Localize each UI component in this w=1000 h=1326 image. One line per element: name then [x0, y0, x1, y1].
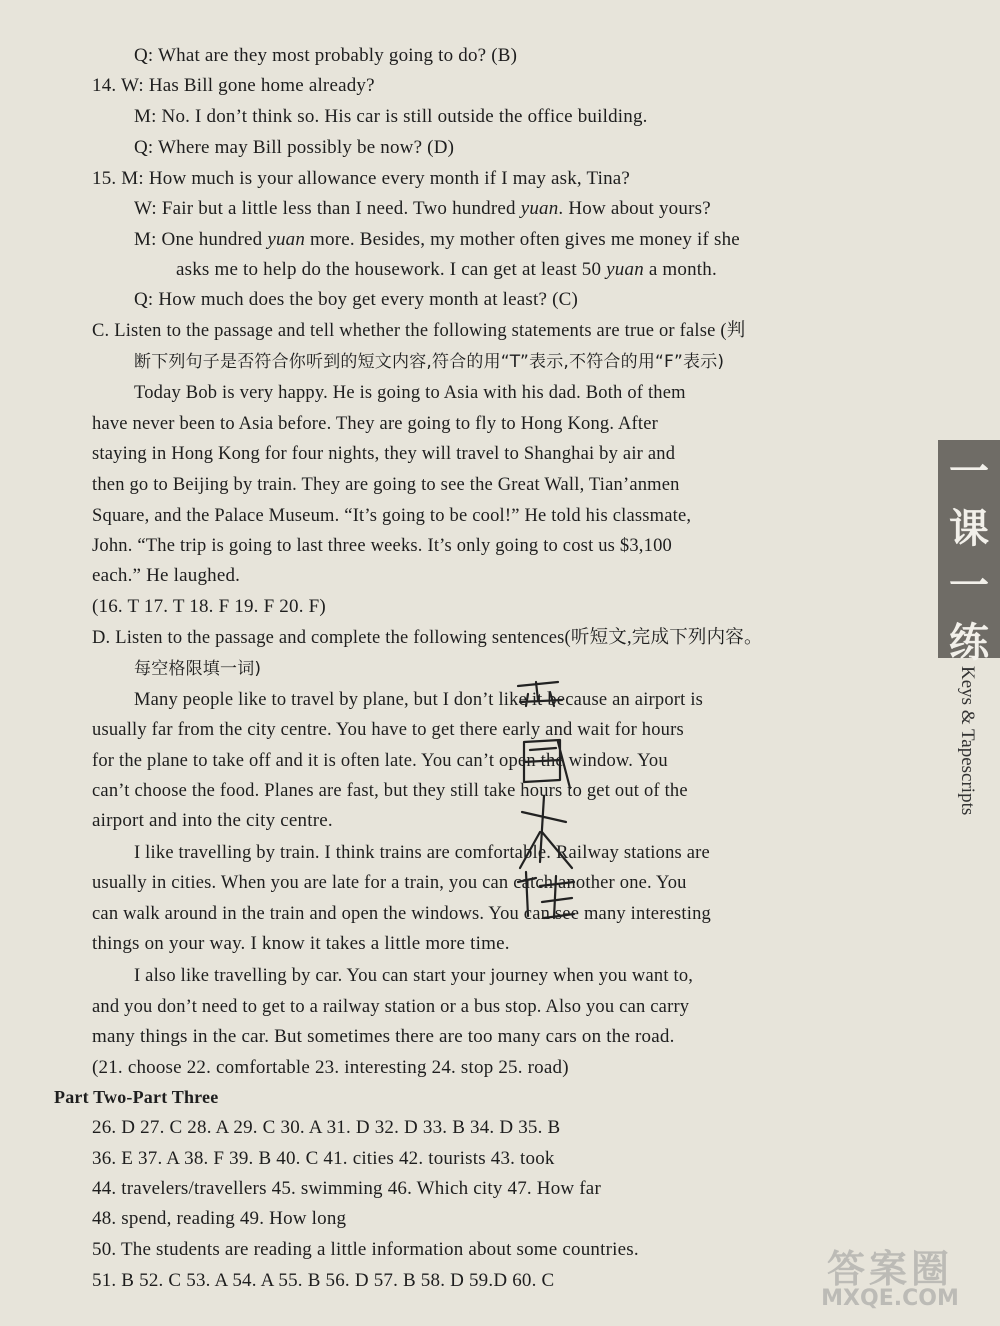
italic-word: yuan: [606, 259, 644, 280]
watermark-url: MXQE.COM: [821, 1286, 959, 1311]
text-line: things on your way. I know it takes a little more time.: [92, 933, 510, 954]
text-line: Q: Where may Bill possibly be now? (D): [134, 137, 455, 158]
text-line: and you don’t need to get to a railway station or a bus stop. Also you can carry: [92, 997, 690, 1017]
text-line: I also like travelling by car. You can start your journey when you want to,: [134, 966, 694, 986]
text-line: can’t choose the food. Planes are fast, but they still take hours to get out of the: [92, 781, 688, 801]
section-heading-c: C. Listen to the passage and tell whether the following statements are true or false (判: [92, 321, 746, 341]
text-line: each.” He laughed.: [92, 565, 241, 586]
text-line: have never been to Asia before. They are going to fly to Hong Kong. After: [92, 414, 659, 434]
text-run: M: One hundred: [134, 229, 268, 250]
text-run: a month.: [643, 259, 717, 280]
italic-word: yuan: [520, 198, 559, 219]
text-line: M: No. I don’t think so. His car is still outside the office building.: [134, 106, 648, 127]
watermark-logo: [790, 1238, 990, 1318]
side-tab: [938, 440, 1000, 666]
text-line: usually far from the city centre. You have to get there early and wait for hours: [92, 720, 684, 740]
side-tab-char: 一: [949, 449, 989, 495]
text-line: [134, 196, 711, 222]
text-line: [134, 227, 740, 253]
text-line: John. “The trip is going to last three weeks. It’s only going to cost us $3,100: [92, 536, 672, 556]
answer-line: 36. E 37. A 38. F 39. B 40. C 41. cities 42. tourists 43. took: [92, 1148, 555, 1169]
text-line: Many people like to travel by plane, but I don’t like it because an airport is: [134, 690, 704, 710]
text-line: 断下列句子是否符合你听到的短文内容,符合的用“T”表示,不符合的用“F”表示): [134, 352, 725, 372]
text-line: 每空格限填一词): [134, 659, 262, 679]
text-line: [176, 257, 717, 283]
side-tab-char: 课: [949, 506, 989, 552]
part-heading: Part Two-Part Three: [54, 1087, 219, 1107]
text-line: 14. W: Has Bill gone home already?: [92, 75, 375, 96]
answer-line: (21. choose 22. comfortable 23. interesting 24. stop 25. road): [92, 1057, 569, 1078]
watermark-text: 答案圈: [826, 1247, 953, 1291]
text-line: can walk around in the train and open the windows. You can see many interesting: [92, 904, 711, 924]
text-run: W: Fair but a little less than I need. Two hundred: [134, 198, 521, 219]
text-line: Q: What are they most probably going to do? (B): [134, 45, 518, 66]
section-heading-d: D. Listen to the passage and complete the following sentences(听短文,完成下列内容。: [92, 628, 763, 648]
answer-line: 44. travelers/travellers 45. swimming 46. Which city 47. How far: [92, 1178, 601, 1199]
italic-word: yuan: [267, 229, 306, 250]
text-run: more. Besides, my mother often gives me money if she: [305, 229, 740, 250]
text-line: usually in cities. When you are late for a train, you can catch another one. You: [92, 873, 687, 893]
answer-line: (16. T 17. T 18. F 19. F 20. F): [92, 596, 326, 617]
text-line: staying in Hong Kong for four nights, they will travel to Shanghai by air and: [92, 444, 676, 464]
answer-line: 51. B 52. C 53. A 54. A 55. B 56. D 57. B 58. D 59.D 60. C: [92, 1270, 555, 1291]
answer-line: 26. D 27. C 28. A 29. C 30. A 31. D 32. D 33. B 34. D 35. B: [92, 1117, 561, 1138]
answer-line: 50. The students are reading a little information about some countries.: [92, 1239, 639, 1260]
text-line: I like travelling by train. I think trains are comfortable. Railway stations are: [134, 843, 710, 863]
text-line: for the plane to take off and it is often late. You can’t open the window. You: [92, 751, 668, 771]
text-line: 15. M: How much is your allowance every month if I may ask, Tina?: [92, 168, 631, 189]
answer-line: 48. spend, reading 49. How long: [92, 1208, 347, 1229]
text-run: . How about yours?: [558, 198, 711, 219]
side-vertical-label: Keys & Tapescripts: [957, 666, 978, 816]
text-line: airport and into the city centre.: [92, 810, 333, 831]
side-tab-char: 一: [949, 563, 989, 609]
text-line: Square, and the Palace Museum. “It’s going to be cool!” He told his classmate,: [92, 506, 692, 526]
text-line: many things in the car. But sometimes there are too many cars on the road.: [92, 1026, 675, 1047]
text-line: Q: How much does the boy get every month at least? (C): [134, 289, 578, 310]
text-run: asks me to help do the housework. I can get at least 50: [176, 259, 607, 280]
text-line: Today Bob is very happy. He is going to Asia with his dad. Both of them: [134, 383, 686, 403]
text-line: then go to Beijing by train. They are going to see the Great Wall, Tian’anmen: [92, 475, 680, 495]
handwriting-scribble: [500, 672, 600, 932]
side-tab-char: 练: [949, 620, 989, 666]
